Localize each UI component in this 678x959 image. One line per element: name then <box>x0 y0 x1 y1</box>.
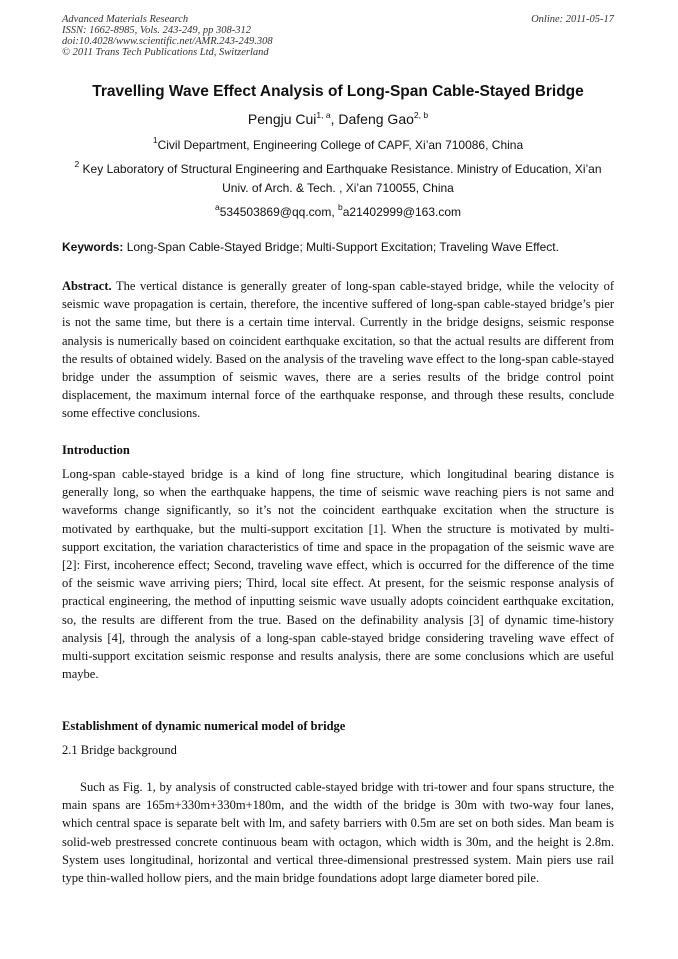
issn-line: ISSN: 1662-8985, Vols. 243-249, pp 308-312 <box>62 25 251 36</box>
affiliation-text: Civil Department, Engineering College of CAPF, Xi’an 710086, China <box>157 138 524 152</box>
email-superscript: b <box>337 202 343 212</box>
email-address: a21402999@163.com <box>342 205 461 219</box>
author-name: Pengju Cui <box>247 111 317 127</box>
affiliation-superscript: 1 <box>152 135 158 145</box>
subsection-heading-bridge-background: 2.1 Bridge background <box>62 743 177 757</box>
abstract <box>62 277 614 423</box>
affiliation-text: Key Laboratory of Structural Engineering and Earthquake Resistance. Ministry of Education, Xi’an Univ. of Arch. & Tech. , Xi’an 710055, China <box>79 162 602 195</box>
section-heading-introduction: Introduction <box>62 443 130 457</box>
author-separator: , <box>330 111 339 127</box>
author-line <box>62 109 614 129</box>
author-superscript: 1, a <box>316 110 331 120</box>
doi-line: doi:10.4028/www.scientific.net/AMR.243-249.308 <box>62 36 273 47</box>
email-line <box>62 203 614 221</box>
author-superscript: 2, b <box>413 110 429 120</box>
journal-header <box>62 14 273 58</box>
email-superscript: a <box>214 202 220 212</box>
keywords-text: Long-Span Cable-Stayed Bridge; Multi-Support Excitation; Traveling Wave Effect. <box>123 240 559 254</box>
affiliation-2 <box>62 160 614 198</box>
bridge-background-paragraph: Such as Fig. 1, by analysis of constructed cable-stayed bridge with tri-tower and four spans structure, the main spans are 165m+330m+330m+180m, and the width of the bridge is 30m with two-way four lanes, which central space is separate belt with lm, and safety barriers with 0.5m are set on both sides. Man beam is solid-web prestressed concrete continuous beam with octagon, which width is 30m, and the height is 2.8m. System uses longitudinal, horizontal and vertical three-dimensional prestressed system. Main piers use rail type thin-walled hollow piers, and the main bridge foundations adopt large diameter bored pile. <box>62 780 614 886</box>
keywords-label: Keywords: <box>62 240 124 254</box>
introduction-paragraph: Long-span cable-stayed bridge is a kind of long fine structure, which longitudinal bearing distance is generally long, so when the earthquake happens, the time of seismic wave reaching piers is not same and waveforms change significantly, so it’s not the coincident earthquake excitation when the structure is motivated by earthquake, but the multi-support excitation [1]. When the structure is motivated by multi-support excitation, the variation characteristics of time and space in the propagation of the seismic wave are [2]: First, incoherence effect; Second, traveling wave effect, which is occurred for the difference of the time of the seismic wave arriving piers; Third, local site effect. At present, for the seismic response analysis of practical engineering, the method of inputting seismic wave usually adopts coincident earthquake excitation, so, the results are different from the true. Based on the definability analysis [3] of dynamic time-history analysis [4], through the analysis of a long-span cable-stayed bridge considering traveling wave effect of multi-support excitation seismic response and results analysis, there are some conclusions which are useful maybe. <box>62 467 614 682</box>
abstract-label: Abstract. <box>62 279 112 293</box>
affiliation-superscript: 2 <box>74 159 80 169</box>
copyright-line: © 2011 Trans Tech Publications Ltd, Switzerland <box>62 47 269 58</box>
section-heading-establishment: Establishment of dynamic numerical model of bridge <box>62 719 346 733</box>
author-name: Dafeng Gao <box>338 111 414 127</box>
abstract-text: The vertical distance is generally greater of long-span cable-stayed bridge, while the velocity of seismic wave propagation is certain, therefore, the incentive suffered of long-span cable-stayed bridge’s pier is not the same time, but there is a certain time interval. Currently in the bridge designs, seismic response analysis is numerically based on coincident earthquake excitation, so that the actual results are different from the results of obtained widely. Based on the analysis of the traveling wave effect to the long-span cable-stayed bridge under the assumption of seismic waves, there are a series results of the bridge control point displacement, the maximum internal force of the earthquake response, and through these results, conclude some effective conclusions. <box>62 279 614 421</box>
keywords <box>62 238 614 256</box>
online-date: Online: 2011-05-17 <box>531 14 614 25</box>
affiliation-1 <box>62 136 614 155</box>
paper-title: Travelling Wave Effect Analysis of Long-Span Cable-Stayed Bridge <box>92 83 584 100</box>
journal-name: Advanced Materials Research <box>62 14 189 25</box>
email-address: 534503869@qq.com, <box>219 205 338 219</box>
